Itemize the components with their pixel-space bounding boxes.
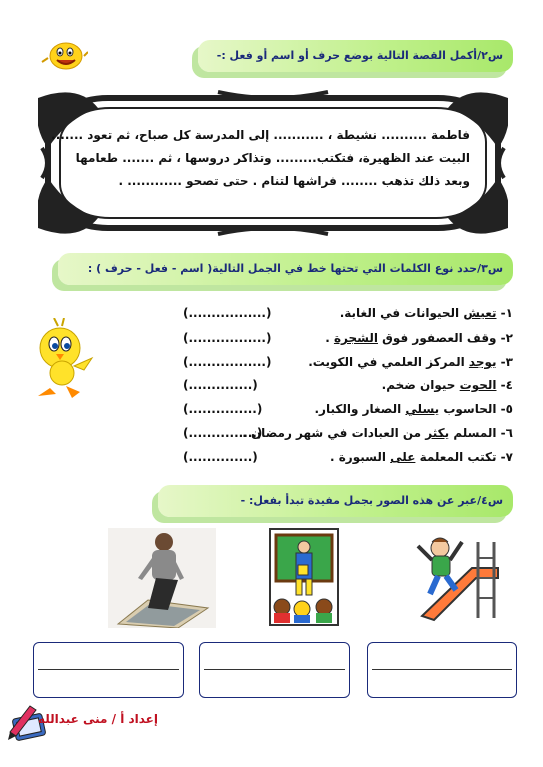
answer-box-1[interactable]: [33, 642, 184, 698]
answer-line: [204, 669, 345, 670]
answer-blank[interactable]: (.................): [183, 331, 272, 345]
smiley-icon: [40, 38, 88, 74]
man-praying-picture: [108, 528, 216, 628]
answer-box-3[interactable]: [367, 642, 517, 698]
q3-item-2: ٢- وقف العصفور فوق الشجرة . (.................): [183, 328, 513, 348]
story-line: فاطمة .......... نشيطة ، ........... إلى المدرسة كل صباح، ثم تعود .......: [51, 128, 470, 142]
q3-item-1: ١- تعيش الحيوانات في الغابة. (.................): [183, 303, 513, 323]
q3-item-6: ٦- المسلم يكثر من العبادات في شهر رمضان . (...............): [183, 423, 513, 443]
q2-story: [51, 124, 470, 193]
story-line: البيت عند الظهيرة، فتكتب......... وتذاكر دروسها ، ثم ....... طعامها: [75, 151, 470, 165]
answer-line: [38, 669, 179, 670]
q2-title: س٢/أكمل القصة التالية بوضع حرف أو اسم أو فعل :-: [216, 49, 503, 62]
answer-blank[interactable]: (...............): [183, 426, 263, 440]
answer-box-2[interactable]: [199, 642, 350, 698]
teacher-classroom-picture: [268, 527, 340, 627]
answer-line: [372, 669, 512, 670]
q4-title-banner: [158, 485, 513, 517]
q3-item-5: ٥- الحاسوب يسلي الصغار والكبار. (...............): [183, 399, 513, 419]
boy-slide-picture: [412, 528, 502, 624]
story-line: وبعد ذلك تذهب ........ فراشها لتنام . حتى تصحو ............ .: [118, 174, 470, 188]
answer-blank[interactable]: (...............): [183, 402, 263, 416]
q4-title: س٤/عبر عن هذه الصور بجمل مفيدة تبدأ بفعل: -: [240, 494, 503, 507]
q2-title-banner: [198, 40, 513, 72]
q3-item-7: ٧- تكتب المعلمة على السبورة . (..............): [183, 447, 513, 467]
underlined-word: يوجد: [468, 355, 497, 369]
underlined-word: الشجرة: [333, 331, 378, 345]
q3-item-3: ٣- يوجد المركز العلمي في الكويت. (.................): [183, 352, 513, 372]
q3-title: س٣/حدد نوع الكلمات التي تحتها خط في الجمل التالية( اسم - فعل - حرف ) :: [87, 262, 503, 275]
q3-item-4: ٤- الحوت حيوان ضخم. (..............): [183, 375, 513, 395]
answer-blank[interactable]: (.................): [183, 306, 272, 320]
underlined-word: يكثر: [425, 426, 450, 440]
answer-blank[interactable]: (..............): [183, 378, 258, 392]
underlined-word: الحوت: [459, 378, 497, 392]
author-credit: إعداد أ / منى عبدالله: [37, 712, 158, 726]
answer-blank[interactable]: (..............): [183, 450, 258, 464]
underlined-word: على: [390, 450, 416, 464]
underlined-word: تعيش: [463, 306, 497, 320]
underlined-word: يسلي: [405, 402, 440, 416]
q3-title-banner: [58, 253, 513, 285]
answer-blank[interactable]: (.................): [183, 355, 272, 369]
bird-cartoon-icon: [22, 318, 94, 402]
